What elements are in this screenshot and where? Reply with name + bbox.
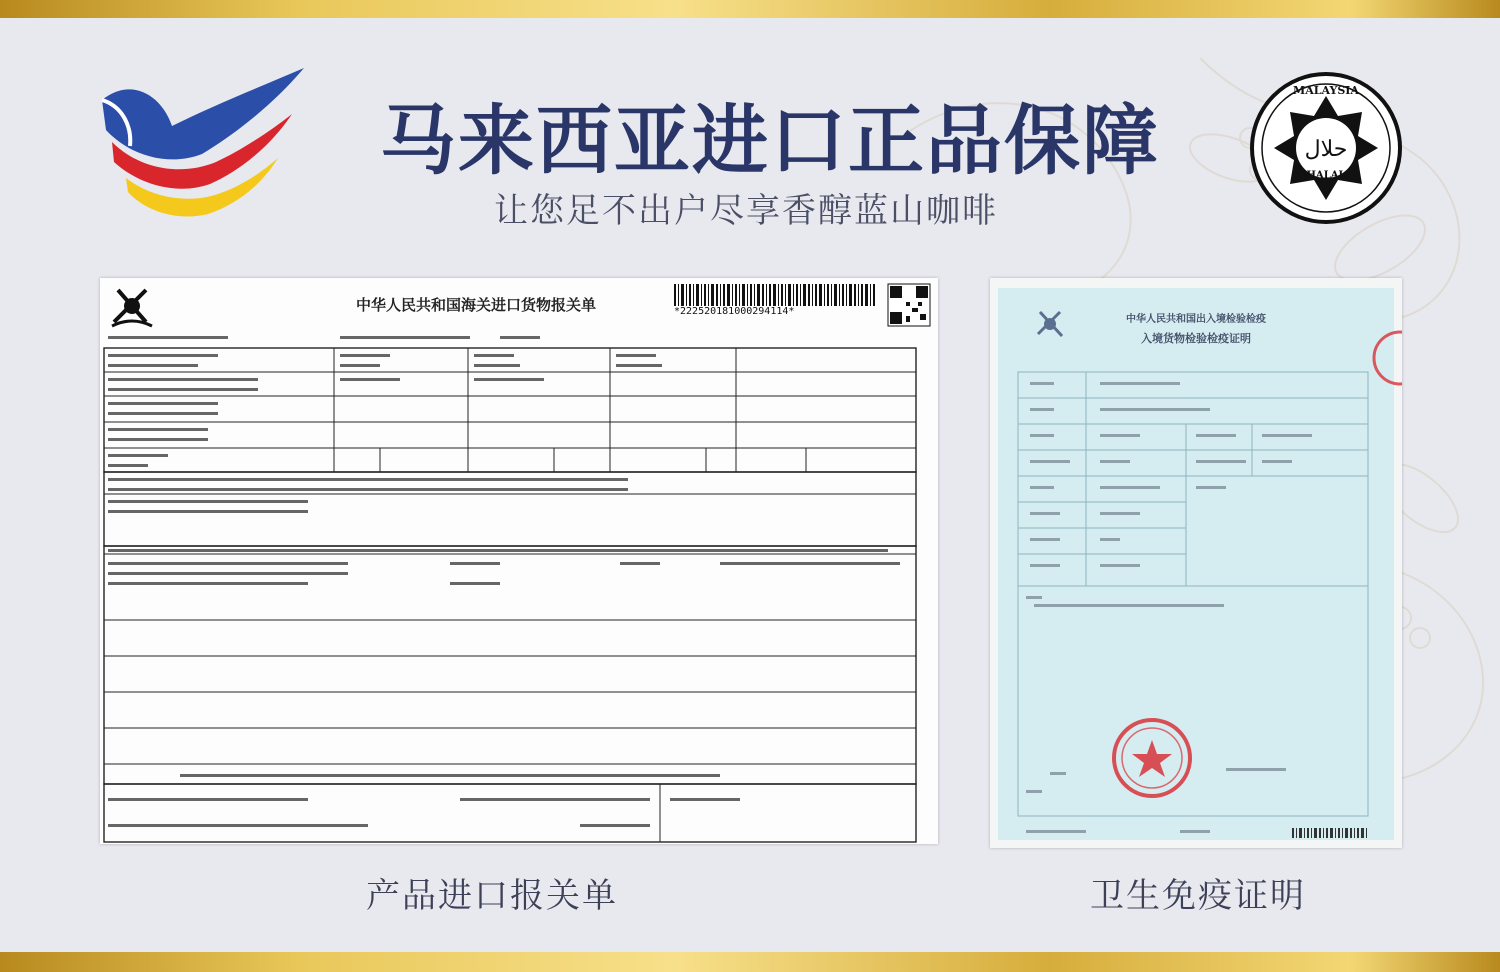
gold-bottom-border [0, 952, 1500, 972]
health-certificate-document [990, 278, 1402, 848]
customs-emblem-icon [112, 290, 152, 326]
malaysia-flag-swoosh-logo [92, 66, 312, 226]
qr-code-icon [888, 284, 930, 326]
cert-title-line1: 中华人民共和国出入境检验检疫 [1126, 314, 1266, 325]
gold-top-border [0, 0, 1500, 18]
barcode-icon [674, 284, 875, 306]
health-cert-caption: 卫生免疫证明 [1090, 876, 1306, 916]
cert-title-line2: 入境货物检验检疫证明 [1141, 332, 1251, 345]
customs-form-caption: 产品进口报关单 [366, 876, 618, 916]
svg-text:حلال: حلال [1304, 137, 1348, 162]
halal-top-text: MALAYSIA [1293, 84, 1359, 97]
halal-bottom-text: HALAL [1306, 170, 1346, 181]
barcode-number: *222520181000294114* [674, 306, 795, 317]
customs-form-title: 中华人民共和国海关进口货物报关单 [356, 296, 597, 314]
customs-declaration-document [100, 278, 938, 844]
halal-seal-icon [1242, 70, 1410, 226]
subline: 让您足不出户尽享香醇蓝山咖啡 [494, 191, 998, 231]
headline: 马来西亚进口正品保障 [380, 96, 1160, 185]
